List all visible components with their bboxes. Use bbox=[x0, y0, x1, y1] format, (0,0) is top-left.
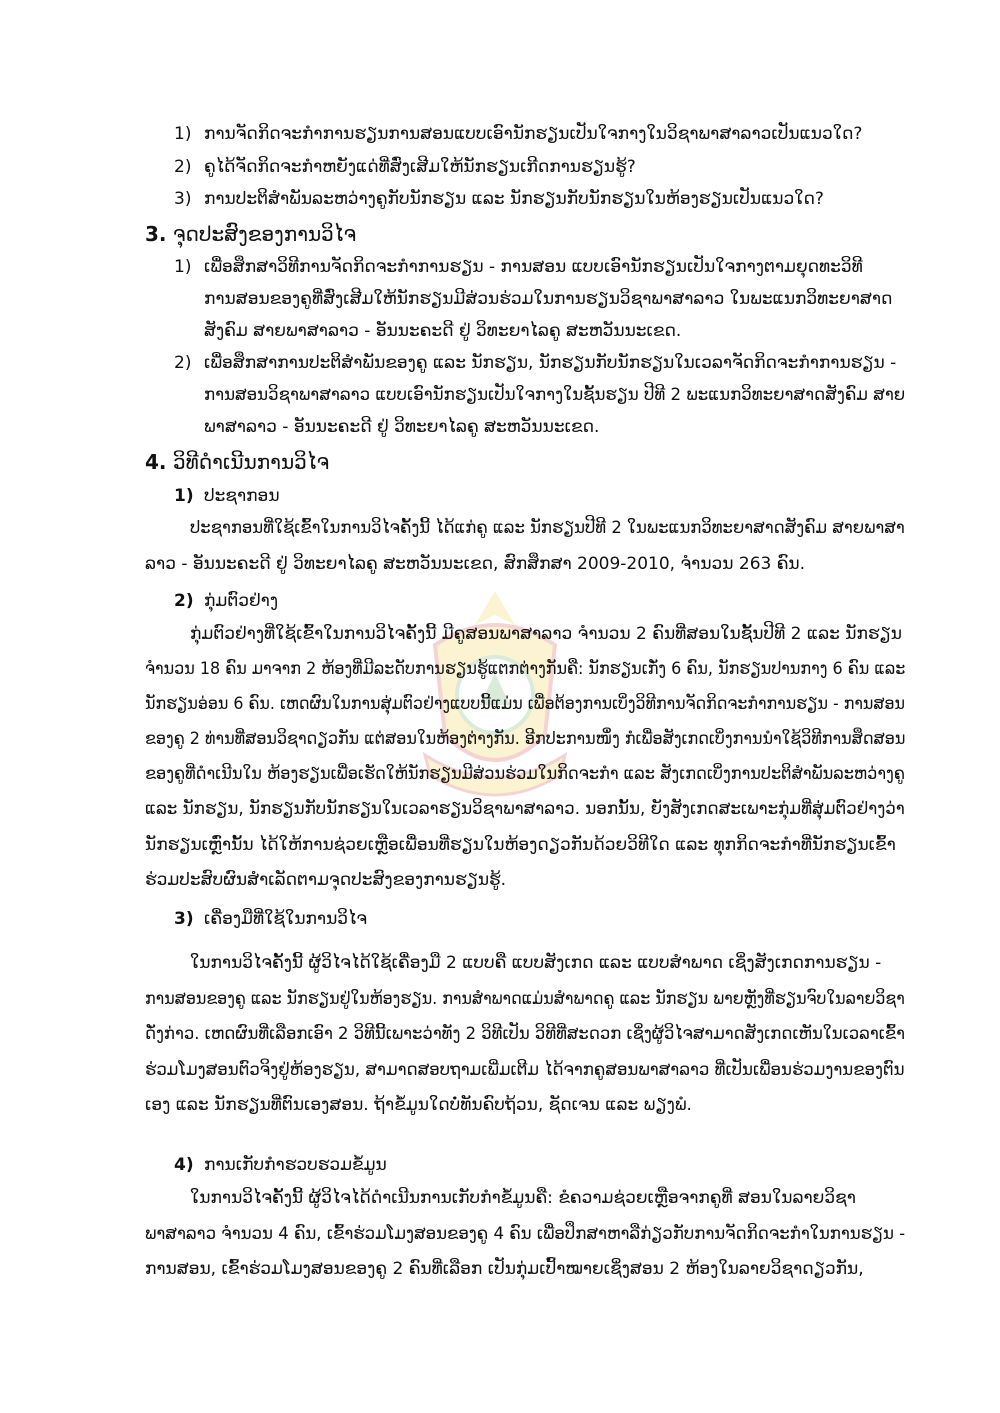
objective-2-line-2: ການສອນວິຊາພາສາລາວ ແບບເອົານັກຮຽນເປັນໃຈກາງໃນຊັ້ນຮຽນ ປີທີ 2 ພະແນກວິທະຍາສາດສັງຄົມ ສາຍ bbox=[204, 385, 906, 405]
question-2-text: ຄູໄດ້ຈັດກິດຈະກຳຫຍັງແດ່ທີ່ສົ່ງເສີມໃຫ້ນັກຮຽນເກີດການຮຽນຮູ້? bbox=[204, 157, 636, 177]
objective-1-line-2: ການສອນຂອງຄູທີ່ສົ່ງເສີມໃຫ້ນັກຮຽນມີສ່ວນຮ່ວມໃນການຮຽນວິຊາພາສາລາວ ໃນພະແນກວິທະຍາສາດ bbox=[204, 289, 893, 309]
section-4-number: 4. bbox=[145, 450, 167, 474]
sample-line-3: ນັກຮຽນອ່ອນ 6 ຄົນ. ເຫດຜົນໃນການສຸ່ມຕົວຢ່າງແບບນີ້ແມ່ນ ເພື່ອຕ້ອງການເບິ່ງວິທີການຈັດກິດຈະກຳການຮຽນ - ການສອນ bbox=[145, 694, 905, 714]
sample-line-7: ນັກຮຽນເຫຼົ່ານັ້ນ ໄດ້ໃຫ້ການຊ່ວຍເຫຼືອເພື່ອນທີ່ຮຽນໃນຫ້ອງດຽວກັນດ້ວຍວິທີໃດ ແລະ ທຸກກິດຈະກຳທີ່ນັກຮຽນເຂົ້າ bbox=[145, 835, 896, 855]
question-3-text: ການປະຕິສຳພັນລະຫວ່າງຄູກັບນັກຮຽນ ແລະ ນັກຮຽນກັບນັກຮຽນໃນຫ້ອງຮຽນເປັນແນວໃດ? bbox=[204, 189, 824, 209]
sample-line-6: ແລະ ນັກຮຽນ, ນັກຮຽນກັບນັກຮຽນໃນເວລາຮຽນວິຊາພາສາລາວ. ນອກນັ້ນ, ຍັງສັງເກດສະເພາະກຸ່ມທີ່ສຸ່ມຕົວຢ່າງວ່າ bbox=[145, 799, 905, 819]
data-collection-line-3: ການສອນ, ເຂົ້າຮ່ວມໂມງສອນຂອງຄູ 2 ຄົນທີ່ເລືອກ ເປັນກຸ່ມເປົ້າໝາຍເຊິ່ງສອນ 2 ຫ້ອງໃນລາຍວິຊາດຽວກັນ, bbox=[145, 1259, 864, 1279]
objective-1-number: 1) bbox=[174, 257, 192, 277]
section-3-number: 3. bbox=[145, 222, 167, 246]
data-collection-heading: ການເກັບກຳຮວບຮວມຂໍ້ມູນ bbox=[204, 1155, 387, 1175]
population-line-2: ລາວ - ອັນນະຄະດີ ຢູ່ ວິທະຍາໄລຄູ ສະຫວັນນະເຂດ, ສົກສຶກສາ 2009-2010, ຈຳນວນ 263 ຄົນ. bbox=[145, 554, 806, 574]
sample-line-4: ຂອງຄູ 2 ທ່ານທີ່ສອນວິຊາດຽວກັນ ແຕ່ສອນໃນຫ້ອງຕ່າງກັນ. ອີກປະການໜຶ່ງ ກໍເພື່ອສັງເກດເບິ່ງການນຳໃຊ້ວິທີການສຶດສອນ bbox=[145, 729, 906, 749]
sample-line-2: ຈຳນວນ 18 ຄົນ ມາຈາກ 2 ຫ້ອງທີ່ມີລະດັບການຮຽນຮູ້ແຕກຕ່າງກັນຄື: ນັກຮຽນເກັ່ງ 6 ຄົນ, ນັກຮຽນປານກາງ 6 ຄົນ ແລະ bbox=[145, 659, 906, 679]
data-collection-line-2: ພາສາລາວ ຈຳນວນ 4 ຄົນ, ເຂົ້າຮ່ວມໂມງສອນຂອງຄູ 4 ຄົນ ເພື່ອປຶກສາຫາລືກ່ຽວກັບການຈັດກິດຈະກຳໃນການຮຽນ - bbox=[145, 1224, 906, 1244]
instruments-heading: ເຄື່ອງມືທີ່ໃຊ້ໃນການວິໄຈ bbox=[204, 909, 368, 929]
population-number: 1) bbox=[174, 486, 194, 506]
objective-1-line-1: ເພື່ອສຶກສາວິທີການຈັດກິດຈະກຳການຮຽນ - ການສອນ ແບບເອົານັກຮຽນເປັນໃຈກາງຕາມຍຸດທະວິທີ bbox=[204, 257, 863, 277]
sample-heading: ກຸ່ມຕົວຢ່າງ bbox=[204, 591, 279, 611]
question-1-text: ການຈັດກິດຈະກຳການຮຽນການສອນແບບເອົານັກຮຽນເປັນໃຈກາງໃນວິຊາພາສາລາວເປັນແນວໃດ? bbox=[204, 124, 863, 144]
data-collection-line-1: ໃນການວິໄຈຄັ້ງນີ້ ຜູ້ວິໄຈໄດ້ດຳເນີນການເກັບກຳຂໍ້ມູນຄື: ຂໍຄວາມຊ່ວຍເຫຼືອຈາກຄູທີ່ ສອນໃນລາຍວິຊາ bbox=[190, 1188, 856, 1208]
population-line-1: ປະຊາກອນທີ່ໃຊ້ເຂົ້າໃນການວິໄຈຄັ້ງນີ້ ໄດ້ແກ່ຄູ ແລະ ນັກຮຽນປີທີ 2 ໃນພະແນກວິທະຍາສາດສັງຄົມ ສາຍພາສາ bbox=[190, 518, 905, 538]
question-2-number: 2) bbox=[174, 157, 192, 177]
question-3-number: 3) bbox=[174, 189, 192, 209]
objective-2-line-3: ພາສາລາວ - ອັນນະຄະດີ ຢູ່ ວິທະຍາໄລຄູ ສະຫວັນນະເຂດ. bbox=[204, 417, 600, 437]
instruments-line-2: ການສອນຂອງຄູ ແລະ ນັກຮຽນຢູ່ໃນຫ້ອງຮຽນ. ການສຳພາດແມ່ນສຳພາດຄູ ແລະ ນັກຮຽນ ພາຍຫຼັງທີ່ຮຽນຈົບໃນລາຍວິຊາ bbox=[145, 989, 905, 1009]
instruments-number: 3) bbox=[174, 909, 194, 929]
objective-1-line-3: ສັງຄົມ ສາຍພາສາລາວ - ອັນນະຄະດີ ຢູ່ ວິທະຍາໄລຄູ ສະຫວັນນະເຂດ. bbox=[204, 321, 682, 341]
sample-line-8: ຮ່ວມປະສົບຜົນສຳເລັດຕາມຈຸດປະສົງຂອງການຮຽນຮູ້. bbox=[145, 870, 507, 890]
sample-line-1: ກຸ່ມຕົວຢ່າງທີ່ໃຊ້ເຂົ້າໃນການວິໄຈຄັ້ງນີ້ ມີຄູສອນພາສາລາວ ຈຳນວນ 2 ຄົນທີ່ສອນໃນຊັ້ນປີທີ 2 ແລະ ນັກຮຽນ bbox=[190, 624, 902, 644]
sample-number: 2) bbox=[174, 591, 194, 611]
section-4-title: ວິທີດຳເນີນການວິໄຈ bbox=[173, 450, 330, 474]
objective-2-number: 2) bbox=[174, 353, 192, 373]
question-1-number: 1) bbox=[174, 124, 192, 144]
instruments-line-4: ຮ່ວມໂມງສອນຕົວຈິງຢູ່ຫ້ອງຮຽນ, ສາມາດສອບຖາມເພີ່ມເຕີມ ໄດ້ຈາກຄູສອນພາສາລາວ ທີ່ເປັນເພື່ອນຮ່ວມງານຂອງຕົນ bbox=[145, 1060, 905, 1080]
instruments-line-3: ດັ່ງກ່າວ. ເຫດຜົນທີ່ເລືອກເອົາ 2 ວິທີນີ້ເພາະວ່າທັງ 2 ວິທີເປັນ ວິທີທີ່ສະດວກ ເຊິ່ງຜູ້ວິໄຈສາມາດສັງເກດເຫັນໃນເວລາເຂົ້າ bbox=[145, 1024, 905, 1044]
population-heading: ປະຊາກອນ bbox=[204, 486, 280, 506]
sample-line-5: ຂອງຄູທີ່ດຳເນີນໃນ ຫ້ອງຮຽນເພື່ອເຮັດໃຫ້ນັກຮຽນມີສ່ວນຮ່ວມໃນກິດຈະກຳ ແລະ ສັງເກດເບິ່ງການປະຕິສຳພັນລະຫວ່າງຄູ bbox=[145, 764, 905, 784]
instruments-line-5: ເອງ ແລະ ນັກຮຽນທີ່ຕົນເອງສອນ. ຖ້າຂໍ້ມູນໃດບໍ່ທັນຄົບຖ້ວນ, ຊັດເຈນ ແລະ ພຽງພໍ. bbox=[145, 1095, 692, 1115]
section-3-title: ຈຸດປະສົງຂອງການວິໄຈ bbox=[173, 222, 357, 246]
objective-2-line-1: ເພື່ອສຶກສາການປະຕິສຳພັນຂອງຄູ ແລະ ນັກຮຽນ, ນັກຮຽນກັບນັກຮຽນໃນເວລາຈັດກິດຈະກຳການຮຽນ - bbox=[204, 353, 897, 373]
instruments-line-1: ໃນການວິໄຈຄັ້ງນີ້ ຜູ້ວິໄຈໄດ້ໃຊ້ເຄື່ອງມື 2 ແບບຄື ແບບສັງເກດ ແລະ ແບບສຳພາດ ເຊິ່ງສັງເກດການຮຽນ - bbox=[190, 953, 882, 973]
data-collection-number: 4) bbox=[174, 1155, 194, 1175]
